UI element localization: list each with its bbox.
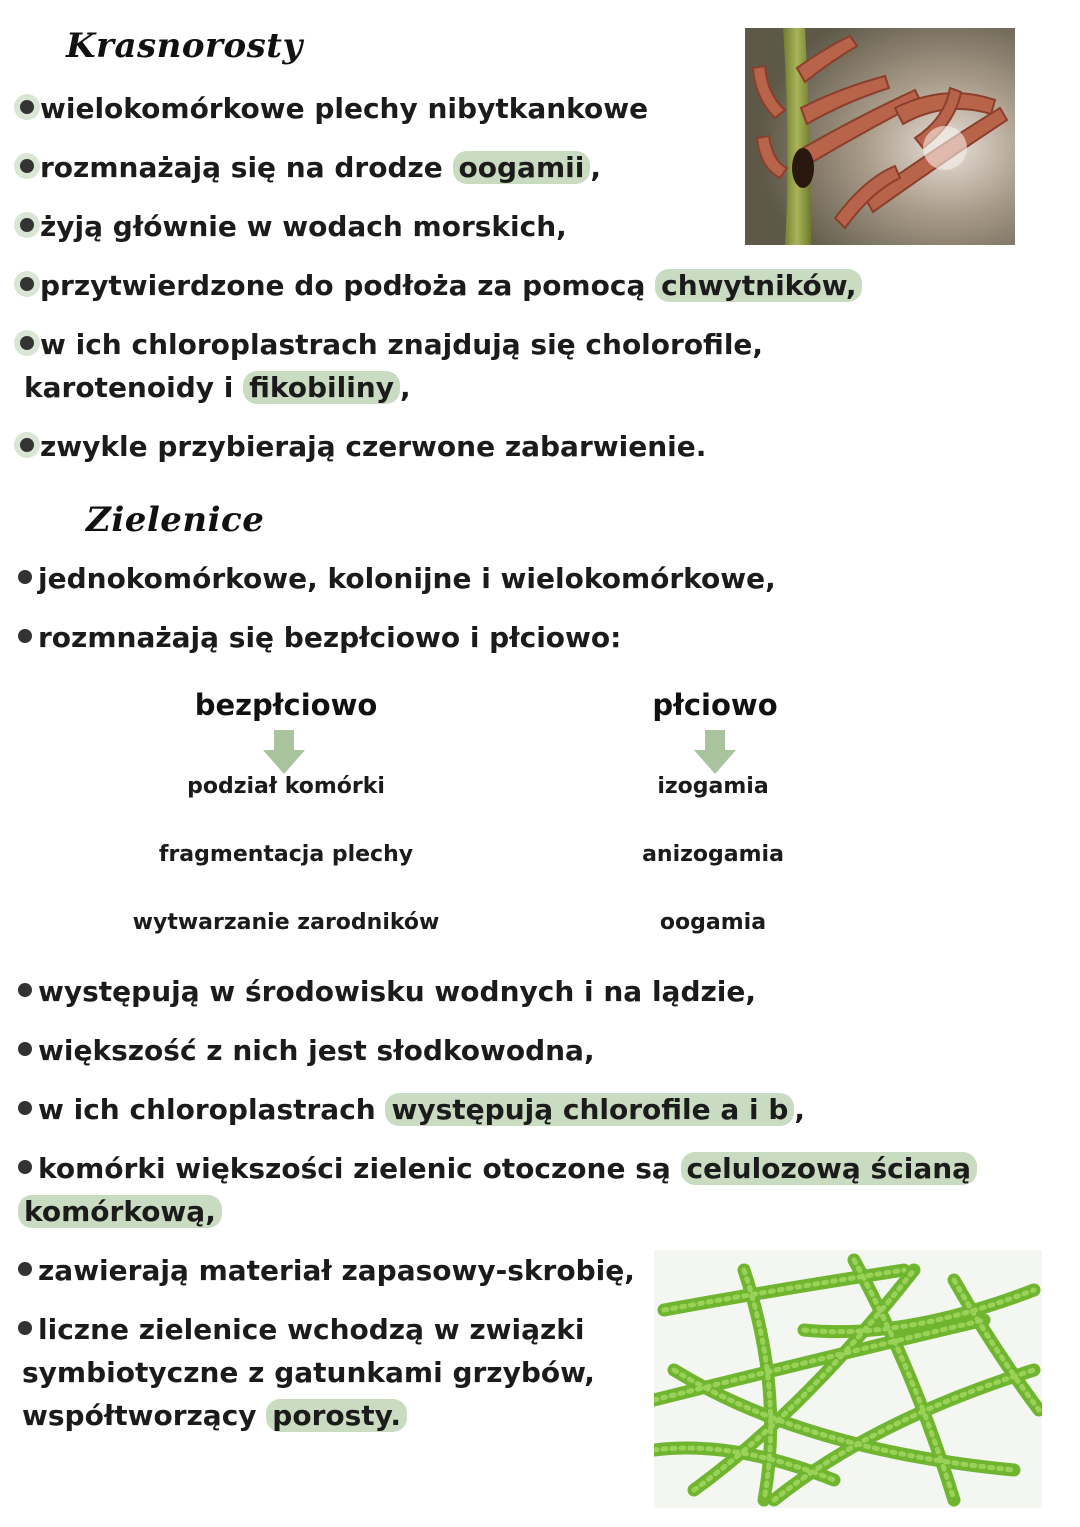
item-right-1: izogamia <box>657 774 769 799</box>
highlight-fikobiliny: fikobiliny <box>243 371 400 404</box>
col-head-plciowo: płciowo <box>652 688 778 722</box>
bullet-icon <box>18 1321 32 1335</box>
green-algae-photo <box>654 1250 1042 1508</box>
green-bullet-5: w ich chloroplastrach występują chlorofile a i b , <box>18 1088 805 1131</box>
item-left-1: podział komórki <box>187 774 385 799</box>
green-bullet-8-cont-2: współtworzący porosty. <box>22 1394 407 1437</box>
bullet-icon <box>18 1160 32 1174</box>
bullet-icon <box>20 277 34 291</box>
green-bullet-8: liczne zielenice wchodzą w związki <box>18 1308 585 1351</box>
bullet-icon <box>18 983 32 997</box>
highlight-chlorofile: występują chlorofile a i b <box>385 1093 794 1126</box>
red-bullet-5: w ich chloroplastrach znajdują się cholorofile, <box>20 323 763 366</box>
bullet-icon <box>20 100 34 114</box>
green-bullet-2: rozmnażają się bezpłciowo i płciowo: <box>18 616 621 659</box>
heading-krasnorosty: Krasnorosty <box>66 26 303 66</box>
highlight-oogamii: oogamii <box>453 151 591 184</box>
green-bullet-6-cont <box>18 1190 222 1233</box>
item-right-3: oogamia <box>659 910 767 935</box>
item-right-2: anizogamia <box>642 842 784 867</box>
red-bullet-5-cont: karotenoidy i fikobiliny , <box>24 371 411 404</box>
red-bullet-1: wielokomórkowe plechy nibytkankowe <box>20 87 648 130</box>
red-bullet-6: zwykle przybierają czerwone zabarwienie. <box>20 425 706 468</box>
red-algae-photo <box>745 28 1015 245</box>
bullet-icon <box>20 336 34 350</box>
green-bullet-1: jednokomórkowe, kolonijne i wielokomórkowe, <box>18 557 776 600</box>
col-head-bezplciowo: bezpłciowo <box>194 688 378 722</box>
highlight-chwytnikow: chwytników, <box>655 269 862 302</box>
arrow-down-icon <box>694 730 736 774</box>
green-bullet-4: większość z nich jest słodkowodna, <box>18 1029 595 1072</box>
green-bullet-7: zawierają materiał zapasowy-skrobię, <box>18 1249 635 1292</box>
green-bullet-6: komórki większości zielenic otoczone są celulozową ścianą <box>18 1147 977 1190</box>
red-bullet-2: rozmnażają się na drodze oogamii , <box>20 146 601 189</box>
bullet-icon <box>18 1101 32 1115</box>
item-left-2: fragmentacja plechy <box>158 842 414 867</box>
bullet-icon <box>20 218 34 232</box>
green-bullet-8-cont-1: symbiotyczne z gatunkami grzybów, <box>22 1356 595 1389</box>
highlight-celulozowa: celulozową ścianą <box>681 1152 978 1185</box>
bullet-icon <box>18 1262 32 1276</box>
bullet-icon <box>20 438 34 452</box>
item-left-3: wytwarzanie zarodników <box>132 910 440 935</box>
red-bullet-3: żyją głównie w wodach morskich, <box>20 205 567 248</box>
red-bullet-4: przytwierdzone do podłoża za pomocą chwytników, <box>20 264 862 307</box>
highlight-porosty: porosty. <box>266 1399 407 1432</box>
bullet-icon <box>20 159 34 173</box>
heading-zielenice: Zielenice <box>86 500 265 540</box>
green-bullet-3: występują w środowisku wodnych i na lądzie, <box>18 970 756 1013</box>
bullet-icon <box>18 1042 32 1056</box>
highlight-komorkowa: komórkową, <box>18 1195 222 1228</box>
arrow-down-icon <box>263 730 305 774</box>
bullet-icon <box>18 570 32 584</box>
bullet-icon <box>18 629 32 643</box>
